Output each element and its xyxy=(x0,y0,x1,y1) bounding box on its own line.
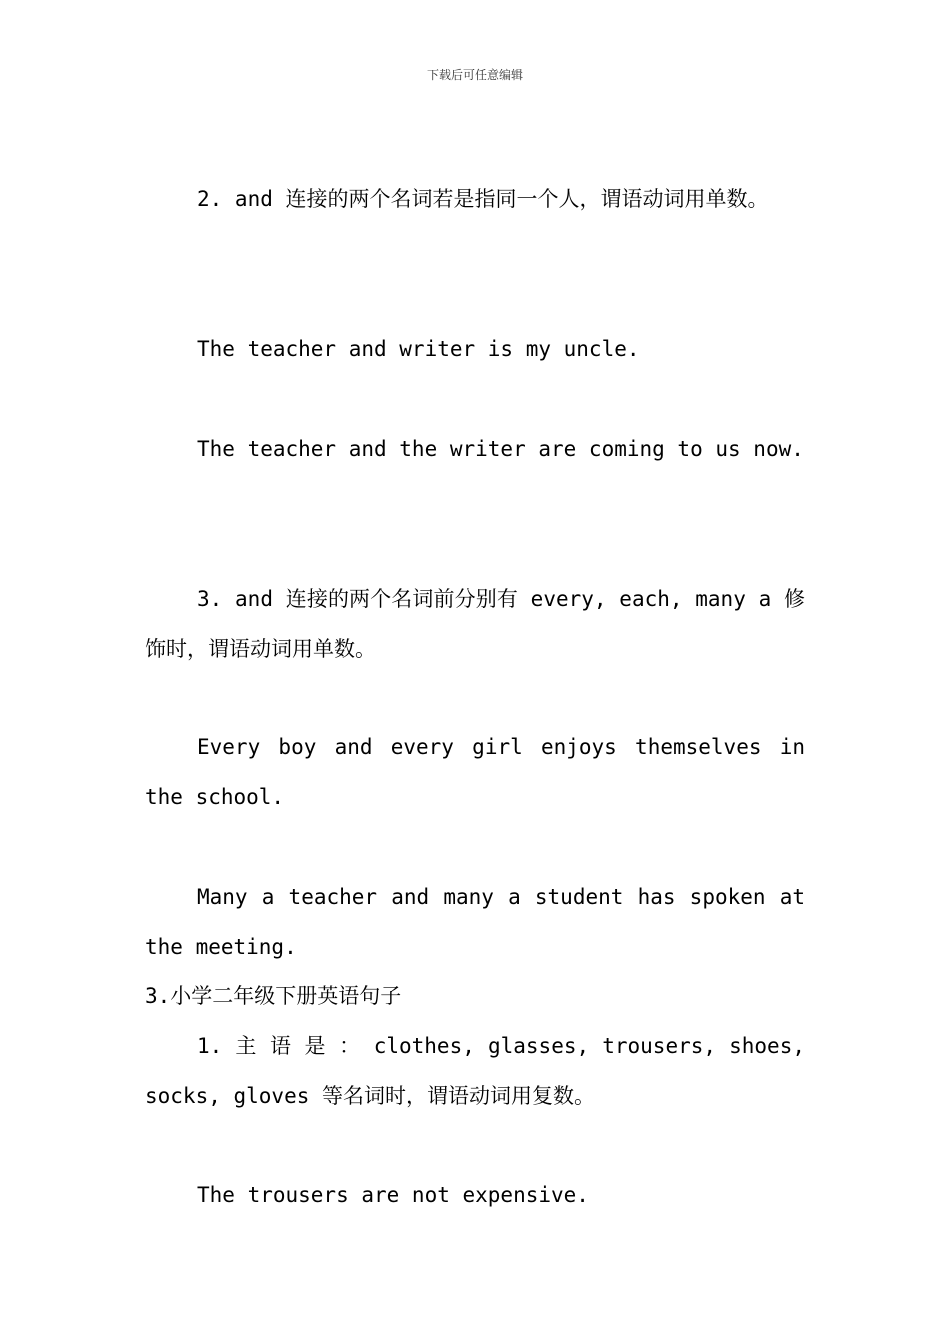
example-sentence: The trousers are not expensive. xyxy=(197,1183,589,1207)
paragraph-rule-3: 3. and 连接的两个名词前分别有 every, each, many a 修饰时，谓语动词用单数。 xyxy=(145,587,805,661)
page-header: 下载后可任意编辑 xyxy=(426,68,523,82)
example-sentence: The teacher and the writer are coming to us now. xyxy=(197,437,804,461)
section-heading: 3.小学二年级下册英语句子 xyxy=(145,984,402,1008)
paragraph-rule-1: 1. 主 语 是 ： clothes, glasses, trousers, shoes, socks, gloves 等名词时，谓语动词用复数。 xyxy=(145,1034,805,1108)
example-sentence: Many a teacher and many a student has spoken at the meeting. xyxy=(145,885,805,959)
example-sentence: Every boy and every girl enjoys themselves in the school. xyxy=(145,735,805,809)
paragraph-rule-2: 2. and 连接的两个名词若是指同一个人，谓语动词用单数。 xyxy=(197,187,769,211)
example-sentence: The teacher and writer is my uncle. xyxy=(197,337,640,361)
